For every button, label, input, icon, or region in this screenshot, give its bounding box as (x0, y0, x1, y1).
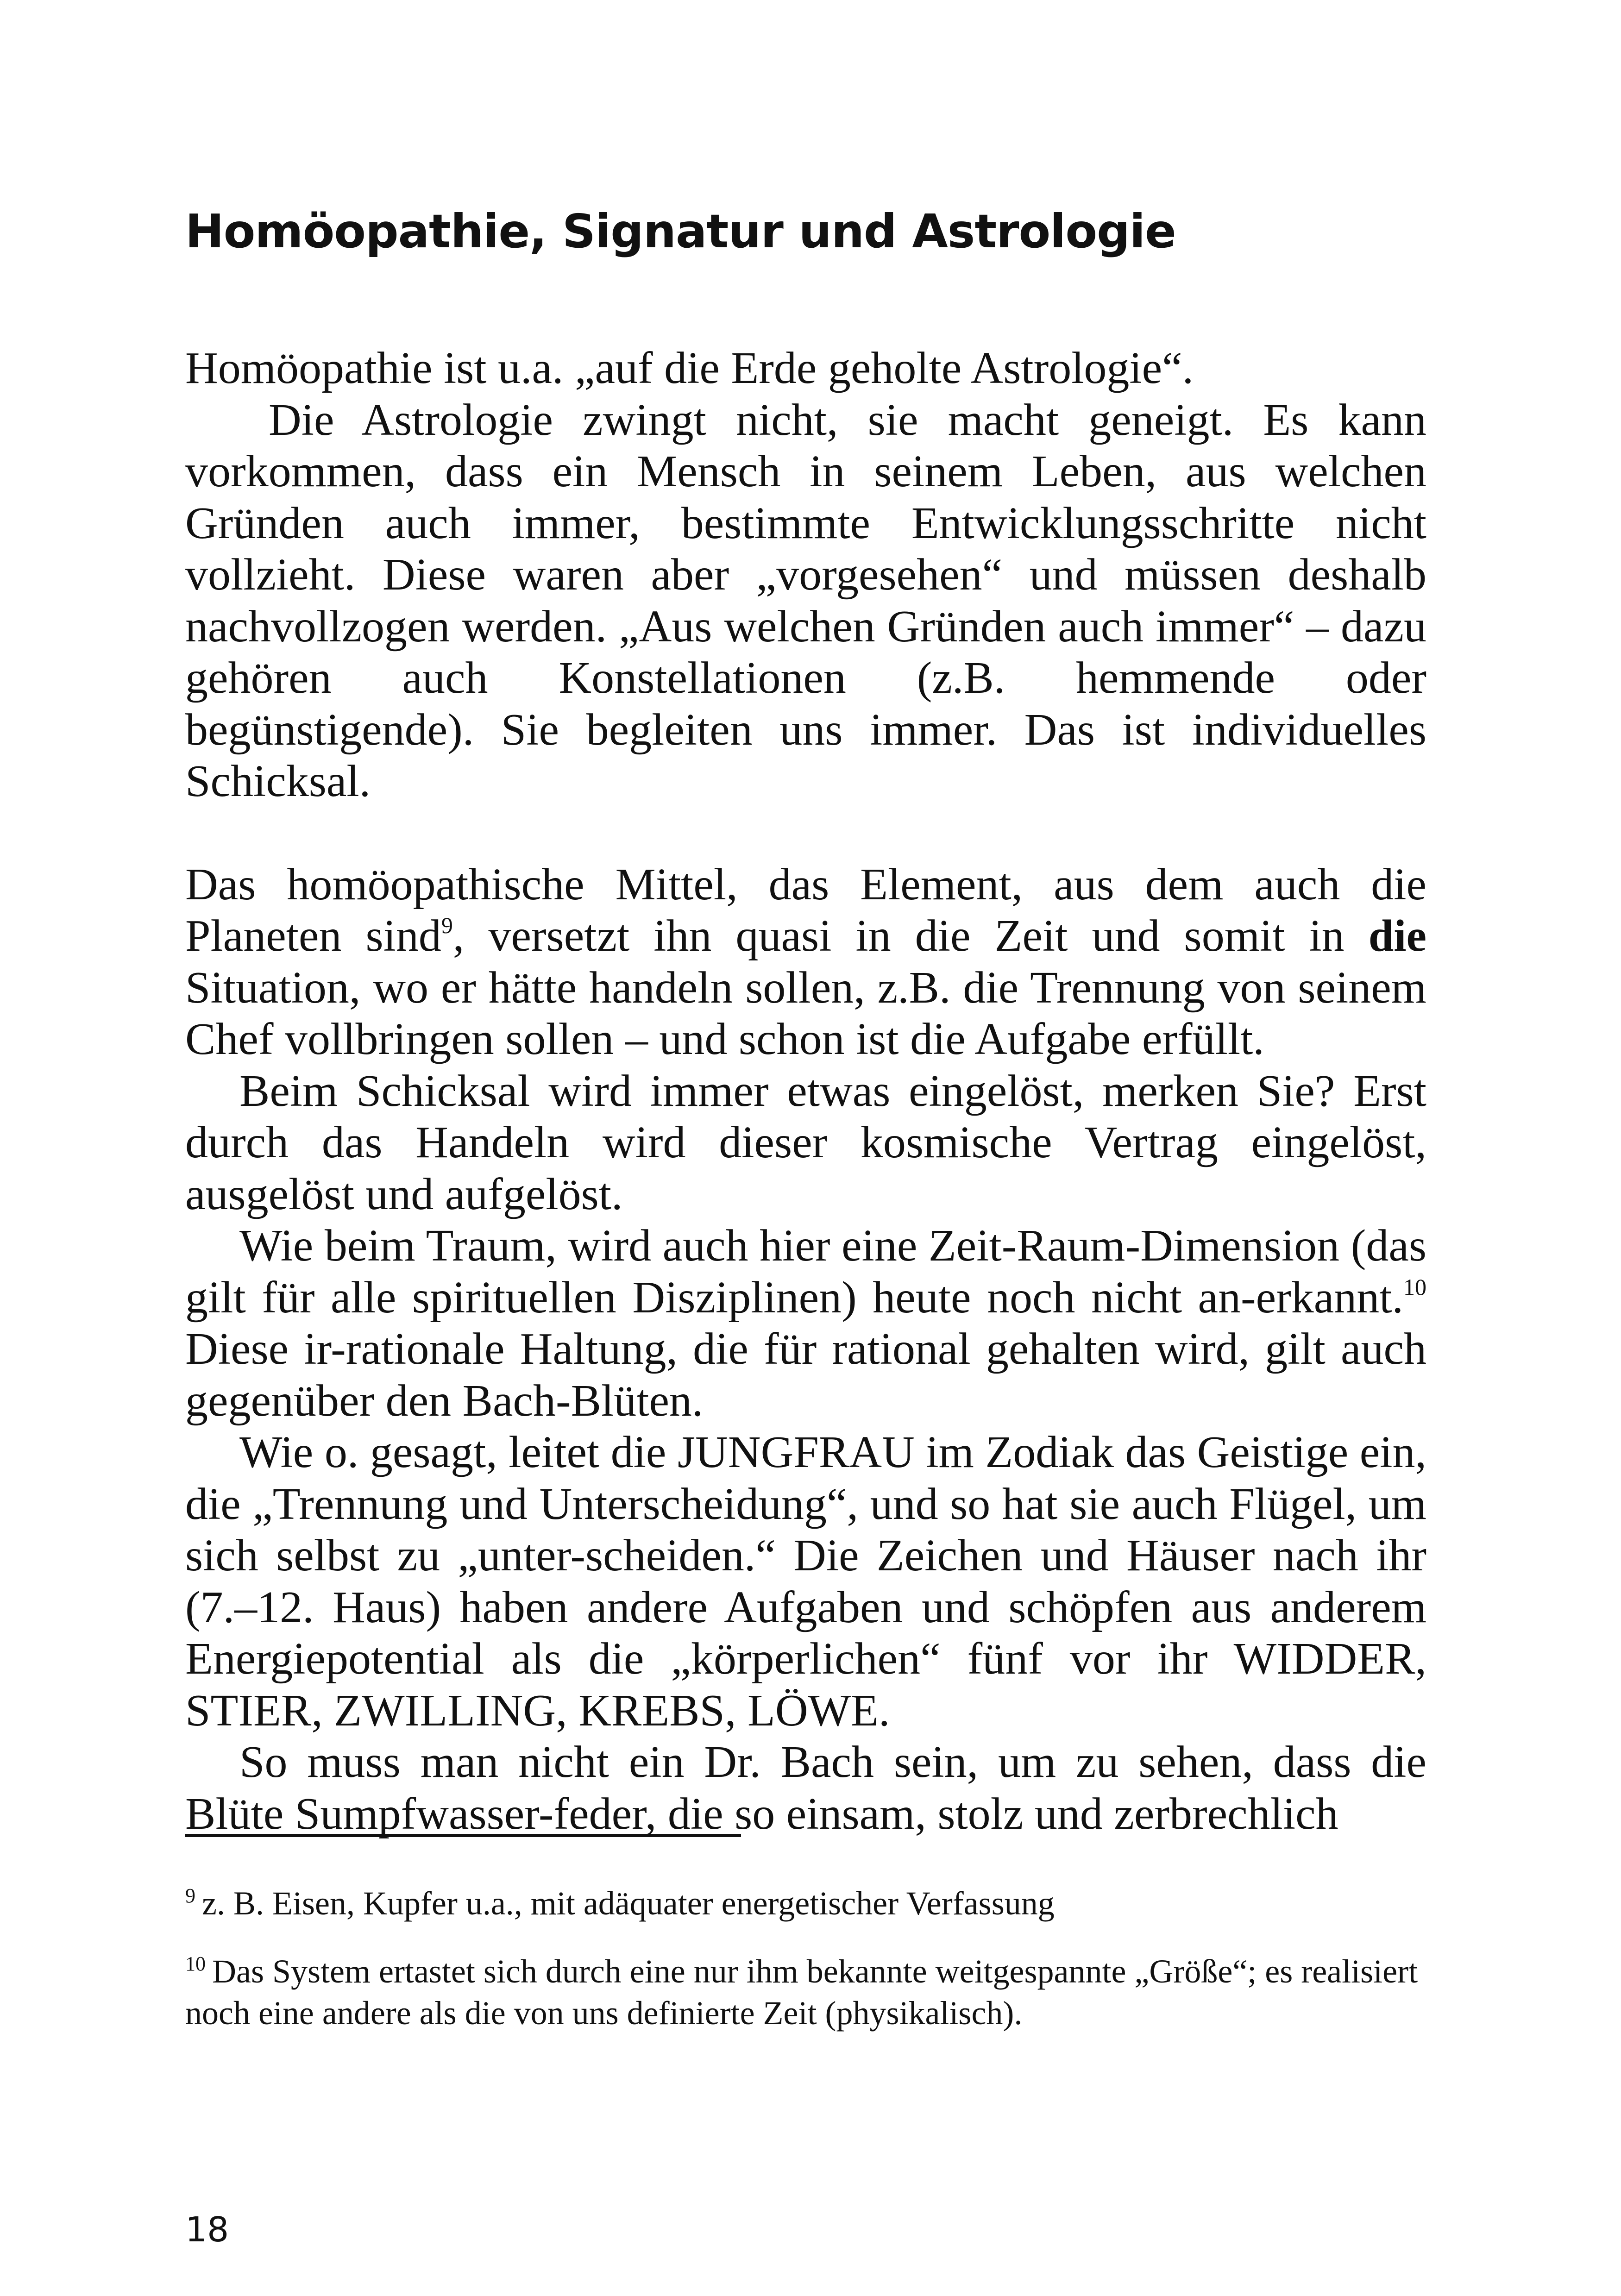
paragraph-gap (185, 808, 1426, 859)
paragraph-2: Die Astrologie zwingt nicht, sie macht geneigt. Es kann vorkommen, dass ein Mensch in seinem Leben, aus welchen Gründen auch immer, bestimmte Entwicklungsschritte nicht vollzieht. Diese waren aber „vorgesehen“ und müssen deshalb nachvollzogen werden. „Aus welchen Gründen auch immer“ – dazu gehören auch Konstellationen (z.B. hemmende oder begünstigende). Sie begleiten uns immer. Das ist individuelles Schicksal. (185, 395, 1426, 806)
page-number: 18 (185, 2210, 229, 2250)
paragraph-5-part-b: Diese ir-rationale Haltung, die für rational gehalten wird, gilt auch gegenüber den Bach-Blüten. (185, 1324, 1426, 1426)
footnote-number: 9 (185, 1884, 195, 1907)
paragraph-6: Wie o. gesagt, leitet die JUNGFRAU im Zodiak das Geistige ein, die „Trennung und Unterscheidung“, und so hat sie auch Flügel, um sich selbst zu „unter-scheiden.“ Die Zeichen und Häuser nach ihr (7.–12. Haus) haben andere Aufgaben und schöpfen aus anderem Energiepotential als die „körperlichen“ fünf vor ihr WIDDER, STIER, ZWILLING, KREBS, LÖWE. (185, 1427, 1426, 1736)
body-text (185, 343, 1426, 1840)
footnote-10 (185, 1951, 1426, 2034)
paragraph-1: Homöopathie ist u.a. „auf die Erde geholte Astrologie“. (185, 343, 1194, 393)
paragraph-3-part-b: , versetzt ihn quasi in die Zeit und somit in (452, 911, 1369, 961)
chapter-heading: Homöopathie, Signatur und Astrologie (185, 204, 1176, 258)
paragraph-4: Beim Schicksal wird immer etwas eingelöst, merken Sie? Erst durch das Handeln wird dieser kosmische Vertrag eingelöst, ausgelöst und aufgelöst. (185, 1066, 1426, 1219)
page-content (185, 199, 1426, 1840)
paragraph-3-part-c: Situation, wo er hätte handeln sollen, z.B. die Trennung von seinem Chef vollbringen sollen – und schon ist die Aufgabe erfüllt. (185, 962, 1426, 1064)
paragraph-3 (185, 859, 1426, 1066)
paragraph-3-emphasis: die (1368, 911, 1426, 961)
footnote-9 (185, 1882, 1426, 1924)
paragraph-7: So muss man nicht ein Dr. Bach sein, um zu sehen, dass die Blüte Sumpfwasser-feder, die so einsam, stolz und zerbrechlich (185, 1737, 1426, 1839)
footnote-text: Das System ertastet sich durch eine nur ihm bekannte weitgespannte „Größe“; es realisiert noch eine andere als die von uns definierte Zeit (physikalisch). (185, 1953, 1418, 2032)
footnote-text: z. B. Eisen, Kupfer u.a., mit adäquater energetischer Verfassung (202, 1885, 1055, 1922)
footnote-ref-9[interactable]: 9 (441, 912, 453, 938)
paragraph-5-part-a: Wie beim Traum, wird auch hier eine Zeit-Raum-Dimension (das gilt für alle spirituellen Disziplinen) heute noch nicht an-erkannt. (185, 1221, 1426, 1323)
footnote-ref-10[interactable]: 10 (1403, 1273, 1426, 1300)
paragraph-5 (185, 1220, 1426, 1427)
footnote-divider (185, 1834, 741, 1837)
footnote-number: 10 (185, 1952, 206, 1975)
paragraph-3-part-a: Das homöopathische Mittel, das Element, aus dem auch die Planeten sind (185, 859, 1426, 961)
footnotes (185, 1882, 1426, 2060)
